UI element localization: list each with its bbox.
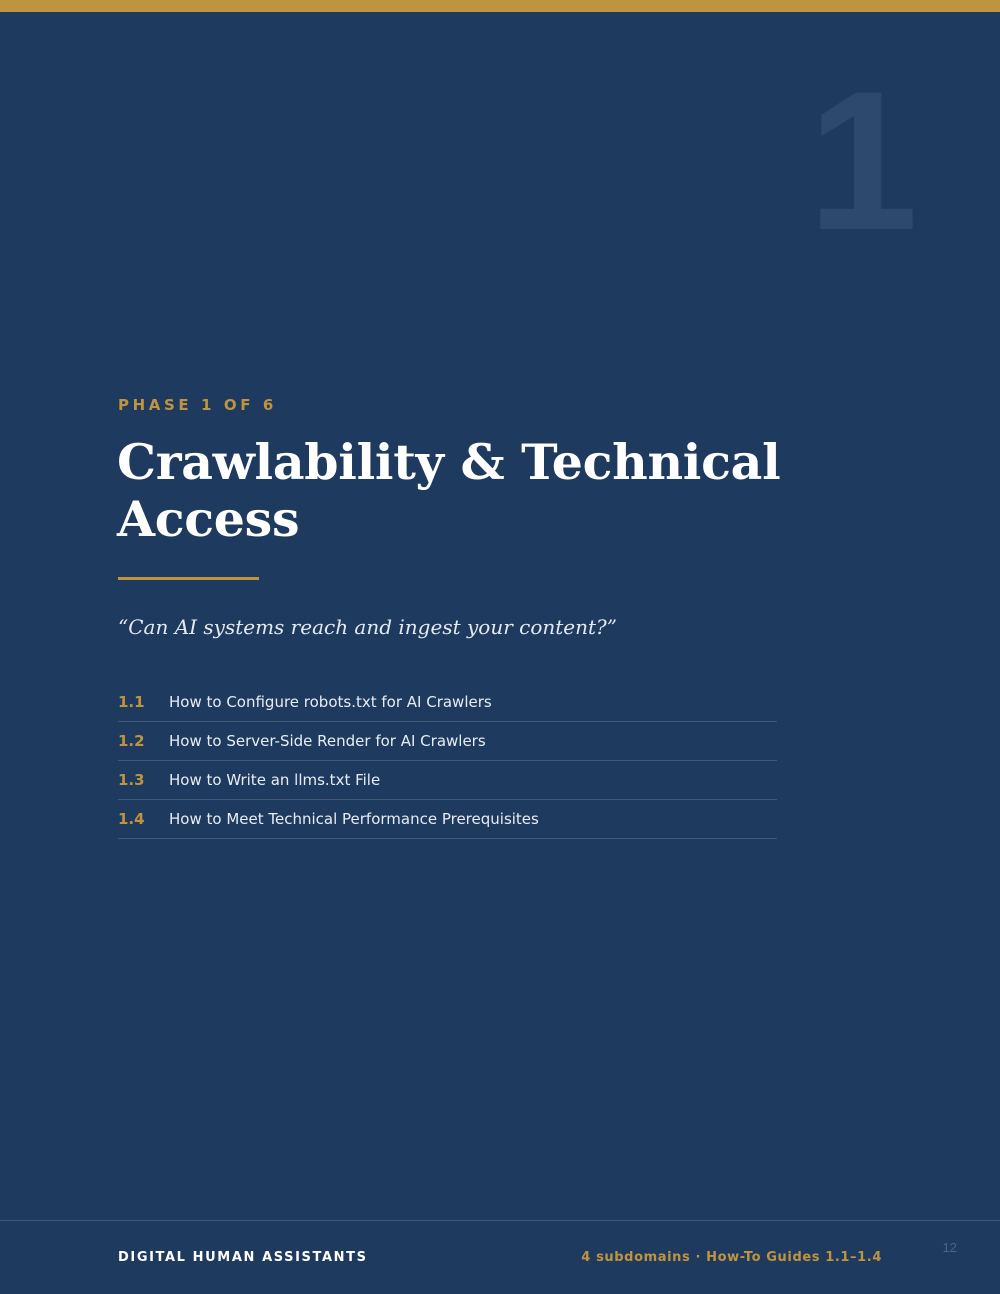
page-number: 12 — [942, 1240, 957, 1255]
footer-divider — [0, 1220, 1000, 1221]
phase-number-watermark: 1 — [807, 50, 918, 271]
title-divider — [118, 577, 259, 580]
phase-question: “Can AI systems reach and ingest your content?” — [118, 615, 617, 639]
guide-number: 1.3 — [118, 771, 145, 789]
guide-number: 1.1 — [118, 693, 145, 711]
footer-summary: 4 subdomains · How-To Guides 1.1–1.4 — [581, 1250, 882, 1265]
top-accent-bar — [0, 0, 1000, 12]
guide-item[interactable] — [118, 800, 777, 839]
guide-number: 1.2 — [118, 732, 145, 750]
guide-title: How to Configure robots.txt for AI Crawlers — [169, 693, 492, 711]
guide-title: How to Meet Technical Performance Prerequisites — [169, 810, 539, 828]
guide-item[interactable] — [118, 722, 777, 761]
phase-label: PHASE 1 OF 6 — [118, 396, 277, 414]
guide-item[interactable] — [118, 761, 777, 800]
guide-item[interactable] — [118, 683, 777, 722]
page-title: Crawlability & Technical Access — [117, 433, 781, 548]
footer-brand: DIGITAL HUMAN ASSISTANTS — [118, 1250, 368, 1265]
guide-number: 1.4 — [118, 810, 145, 828]
guide-title: How to Write an llms.txt File — [169, 771, 381, 789]
guide-title: How to Server-Side Render for AI Crawlers — [169, 732, 486, 750]
guide-list — [118, 683, 777, 839]
